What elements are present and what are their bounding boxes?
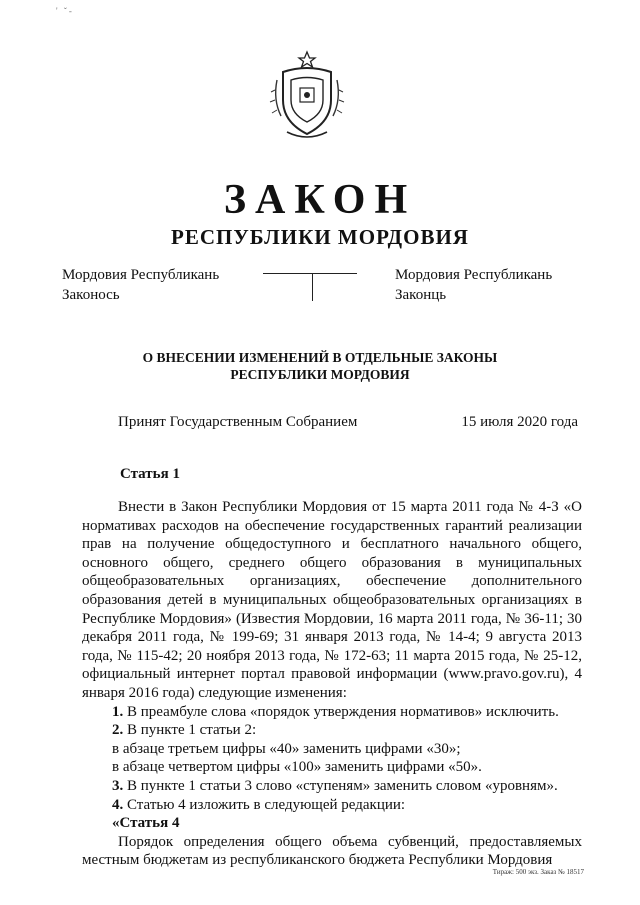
adopted-by: Принят Государственным Собранием xyxy=(118,414,358,430)
list-item: в абзаце четвертом цифры «100» заменить цифрами «50». xyxy=(112,759,482,776)
header-divider-horizontal xyxy=(263,273,357,274)
article-last-paragraph: Порядок определения общего объема субвенций, предоставляемых местным бюджетам из республиканского бюджета Республики Мордовия xyxy=(82,833,582,869)
quoted-article-heading: «Статья 4 xyxy=(112,815,180,832)
list-item: 2. В пункте 1 статьи 2: xyxy=(112,722,257,739)
header-right-line2: Законць xyxy=(395,287,447,303)
list-item: 4. Статью 4 изложить в следующей редакции: xyxy=(112,796,406,813)
header-left-line1: Мордовия Республикань xyxy=(62,267,220,283)
header-right-line1: Мордовия Республикань xyxy=(395,267,553,283)
coat-of-arms-icon xyxy=(267,50,347,142)
header-right-block xyxy=(395,265,552,305)
list-item: 1. В преамбуле слова «порядок утверждения нормативов» исключить. xyxy=(112,703,559,720)
header-divider-vertical xyxy=(312,273,313,301)
article-heading: Статья 1 xyxy=(120,466,180,482)
document-subtitle: РЕСПУБЛИКИ МОРДОВИЯ xyxy=(171,225,469,249)
list-item: в абзаце третьем цифры «40» заменить цифрами «30»; xyxy=(112,740,461,757)
header-left-line2: Законось xyxy=(62,287,120,303)
adopted-date: 15 июля 2020 года xyxy=(461,414,578,430)
print-run-footer: Тираж: 500 экз. Заказ № 18517 xyxy=(492,868,584,876)
article-body xyxy=(82,498,582,870)
scan-mark: ' ˇ- xyxy=(56,6,74,16)
law-title-line1: О ВНЕСЕНИИ ИЗМЕНЕНИЙ В ОТДЕЛЬНЫЕ ЗАКОНЫ xyxy=(142,350,498,365)
header-left-block xyxy=(62,265,219,305)
law-title xyxy=(0,349,640,383)
list-item: 3. В пункте 1 статьи 3 слово «ступеням» заменить словом «уровням». xyxy=(112,777,558,794)
law-title-line2: РЕСПУБЛИКИ МОРДОВИЯ xyxy=(230,367,410,382)
document-title: ЗАКОН xyxy=(223,177,417,223)
article-intro-paragraph: Внести в Закон Республики Мордовия от 15 марта 2011 года № 4-З «О нормативах расходов на обеспечение государственных гарантий реализации прав на получение общедоступного и бесплатного начального общего, основного общего, среднего общего образования в муниципальных общеобразовательных организациях, обеспечение дополнительного образования детей в муниципальных общеобразовательных организациях в Республике Мордовия» (Известия Мордовии, 16 марта 2011 года, № 36-11; 30 декабря 2011 года, № 199-69; 31 января 2013 года, № 14-4; 9 августа 2013 года, № 115-42; 20 ноября 2013 года, № 172-63; 11 марта 2015 года, № 25-12, официальный интернет портал правовой информации (www.pravo.gov.ru), 4 января 2016 года) следующие изменения: xyxy=(82,499,582,701)
